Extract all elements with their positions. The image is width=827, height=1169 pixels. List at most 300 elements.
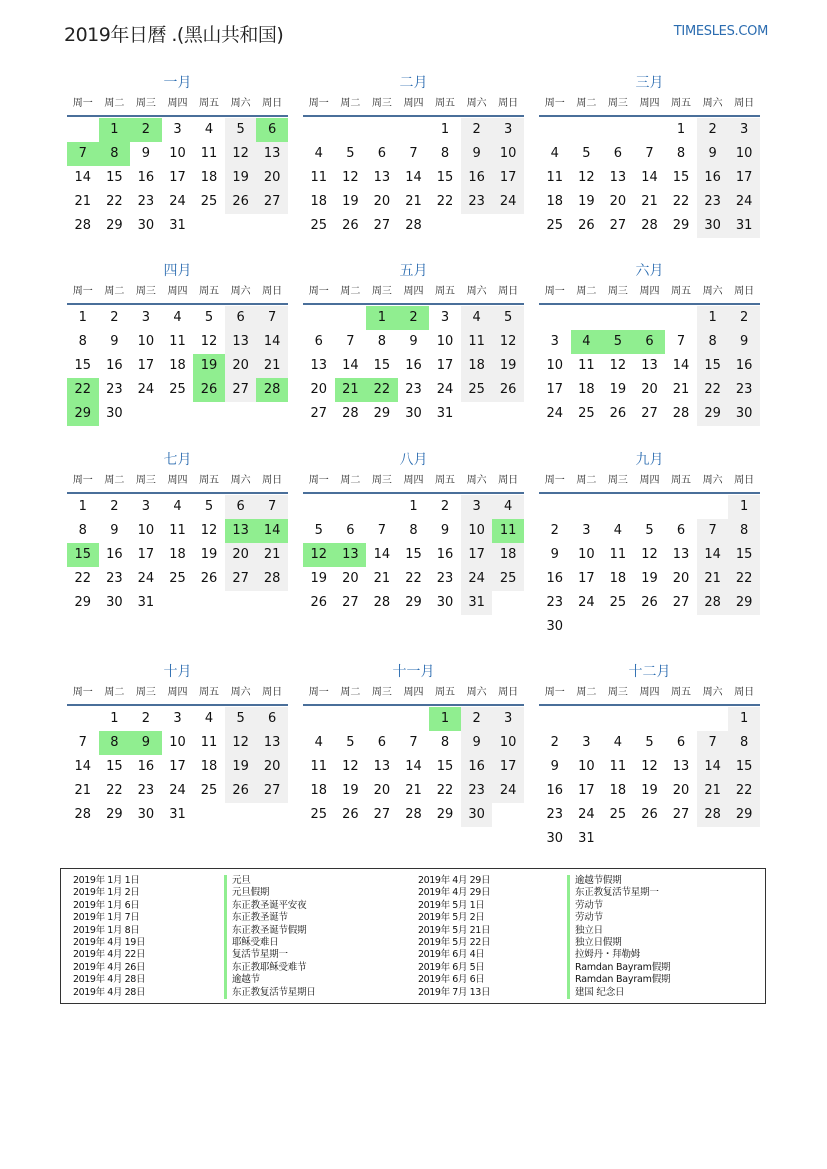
day-cell: 4: [204, 122, 214, 137]
day-cell: 1: [728, 495, 760, 519]
empty-cell: [634, 495, 666, 519]
day-cell: 7: [409, 146, 418, 161]
empty-cell: [398, 118, 430, 142]
day-cell: 6: [377, 735, 387, 750]
day-cell: 1: [697, 306, 729, 330]
empty-cell: [571, 495, 603, 519]
empty-cell: [366, 495, 398, 519]
day-cell: 29: [106, 807, 123, 822]
day-cell: 23: [461, 779, 493, 803]
day-cell: 14: [672, 358, 690, 373]
day-cell: 19: [200, 547, 218, 562]
day-cell: 11: [200, 146, 218, 161]
day-cell: 30: [106, 406, 123, 421]
day-cell: 27: [256, 190, 288, 214]
weekday-label: 周一: [544, 98, 565, 109]
day-cell: 23: [137, 783, 155, 798]
weekday-label: 周四: [167, 286, 188, 297]
day-cell: 17: [169, 170, 186, 185]
day-cell: 4: [204, 711, 214, 726]
weekday-label: 周五: [199, 687, 220, 698]
holiday-day-cell: 6: [256, 118, 288, 142]
day-cell: 22: [728, 567, 760, 591]
day-cell: 10: [436, 334, 454, 349]
weekday-label: 周一: [308, 98, 329, 109]
legend-holiday-name: 东正教圣诞平安夜: [224, 900, 316, 912]
day-cell: 14: [697, 543, 729, 567]
weekday-label: 周一: [544, 687, 565, 698]
days-grid: [67, 118, 288, 238]
day-cell: 9: [728, 330, 760, 354]
empty-cell: [67, 707, 99, 731]
day-cell: 1: [728, 707, 760, 731]
empty-cell: [697, 495, 729, 519]
weekday-label: 周二: [576, 687, 597, 698]
holiday-day-cell: 13: [225, 519, 257, 543]
day-cell: 22: [728, 779, 760, 803]
day-cell: 27: [672, 595, 690, 610]
empty-cell: [665, 495, 697, 519]
weekday-label: 周六: [702, 98, 723, 109]
day-cell: 23: [546, 595, 564, 610]
empty-cell: [303, 306, 335, 330]
weekday-label: 周日: [262, 98, 283, 109]
day-cell: 13: [641, 358, 658, 373]
day-cell: 7: [409, 735, 418, 750]
day-cell: 28: [74, 807, 92, 822]
day-cell: 23: [436, 571, 454, 586]
day-cell: 30: [546, 831, 564, 846]
weekday-label: 周二: [340, 687, 361, 698]
legend-dates-left: [73, 875, 145, 999]
weekday-header: [67, 682, 288, 706]
month-name: 八月: [399, 452, 428, 468]
day-cell: 10: [728, 142, 760, 166]
day-cell: 1: [78, 499, 87, 514]
legend-holiday-name: 东正教圣诞节假期: [224, 925, 316, 937]
day-cell: 15: [697, 354, 729, 378]
day-cell: 21: [373, 571, 391, 586]
day-cell: 29: [697, 402, 729, 426]
empty-cell: [335, 118, 367, 142]
weekday-label: 周二: [576, 98, 597, 109]
empty-cell: [366, 118, 398, 142]
day-cell: 9: [461, 142, 493, 166]
weekday-label: 周一: [308, 475, 329, 486]
day-cell: 9: [550, 547, 559, 562]
weekday-label: 周六: [466, 286, 487, 297]
day-cell: 23: [106, 382, 123, 397]
weekday-label: 周日: [262, 286, 283, 297]
day-cell: 3: [582, 523, 591, 538]
legend-holiday-name: Ramdan Bayram假期: [567, 974, 670, 986]
day-cell: 12: [609, 358, 627, 373]
day-cell: 17: [492, 166, 524, 190]
weekday-label: 周四: [167, 475, 188, 486]
weekday-label: 周日: [498, 98, 519, 109]
weekday-label: 周五: [435, 687, 456, 698]
weekday-label: 周五: [435, 475, 456, 486]
weekday-label: 周四: [403, 98, 424, 109]
brand-logo-text[interactable]: TIMESLES.COM: [673, 24, 768, 39]
day-cell: 19: [492, 354, 524, 378]
day-cell: 7: [697, 519, 729, 543]
day-cell: 14: [74, 170, 92, 185]
month-name: 六月: [635, 263, 664, 279]
day-cell: 24: [546, 406, 564, 421]
day-cell: 5: [314, 523, 323, 538]
day-cell: 16: [461, 166, 493, 190]
legend-date: 2019年 4月 26日: [73, 961, 146, 973]
day-cell: 6: [225, 306, 257, 330]
day-cell: 19: [310, 571, 328, 586]
holiday-day-cell: 1: [99, 118, 131, 142]
day-cell: 19: [342, 194, 359, 209]
holiday-day-cell: 11: [492, 519, 524, 543]
day-cell: 18: [546, 194, 564, 209]
day-cell: 8: [377, 334, 387, 349]
day-cell: 11: [169, 334, 186, 349]
day-cell: 8: [676, 146, 686, 161]
day-cell: 3: [492, 118, 524, 142]
day-cell: 6: [346, 523, 355, 538]
day-cell: 16: [137, 759, 155, 774]
day-cell: 23: [697, 190, 729, 214]
day-cell: 14: [697, 755, 729, 779]
day-cell: 30: [436, 595, 454, 610]
day-cell: 22: [106, 783, 123, 798]
empty-cell: [303, 707, 335, 731]
day-cell: 27: [225, 378, 257, 402]
month-name: 十月: [163, 664, 192, 680]
day-cell: 20: [609, 194, 627, 209]
day-cell: 18: [609, 571, 627, 586]
day-cell: 10: [578, 547, 595, 562]
day-cell: 11: [310, 759, 328, 774]
holiday-legend: [60, 868, 766, 1004]
day-cell: 30: [728, 402, 760, 426]
day-cell: 13: [609, 170, 627, 185]
weekday-label: 周一: [72, 687, 93, 698]
weekday-label: 周五: [435, 286, 456, 297]
day-cell: 29: [106, 218, 123, 233]
day-cell: 24: [137, 571, 155, 586]
holiday-day-cell: 13: [335, 543, 367, 567]
day-cell: 30: [546, 619, 564, 634]
day-cell: 19: [225, 166, 257, 190]
day-cell: 3: [440, 310, 450, 325]
day-cell: 8: [697, 330, 729, 354]
holiday-day-cell: 6: [634, 330, 666, 354]
day-cell: 3: [728, 118, 760, 142]
day-cell: 21: [74, 194, 92, 209]
day-cell: 29: [74, 595, 92, 610]
day-cell: 6: [256, 707, 288, 731]
holiday-day-cell: 2: [398, 306, 430, 330]
day-cell: 24: [436, 382, 454, 397]
day-cell: 9: [110, 523, 119, 538]
empty-cell: [602, 306, 634, 330]
day-cell: 18: [310, 194, 328, 209]
empty-cell: [602, 707, 634, 731]
day-cell: 2: [728, 306, 760, 330]
weekday-label: 周日: [262, 475, 283, 486]
weekday-label: 周五: [199, 475, 220, 486]
legend-holiday-name: 东正教复活节星期日: [224, 987, 316, 999]
weekday-label: 周六: [230, 286, 251, 297]
day-cell: 9: [697, 142, 729, 166]
weekday-header: [539, 281, 760, 305]
empty-cell: [665, 707, 697, 731]
legend-date: 2019年 4月 28日: [73, 974, 146, 986]
empty-cell: [697, 707, 729, 731]
month-calendar: [67, 73, 288, 238]
day-cell: 16: [546, 571, 564, 586]
legend-date: 2019年 1月 2日: [73, 887, 140, 899]
day-cell: 26: [492, 378, 524, 402]
day-cell: 20: [672, 571, 690, 586]
empty-cell: [303, 495, 335, 519]
day-cell: 6: [377, 146, 387, 161]
weekday-label: 周日: [498, 286, 519, 297]
day-cell: 31: [169, 807, 186, 822]
day-cell: 20: [310, 382, 328, 397]
day-cell: 5: [582, 146, 591, 161]
day-cell: 12: [641, 547, 658, 562]
day-cell: 11: [578, 358, 595, 373]
day-cell: 13: [256, 142, 288, 166]
day-cell: 5: [225, 707, 257, 731]
day-cell: 2: [110, 499, 119, 514]
day-cell: 29: [436, 807, 454, 822]
day-cell: 1: [409, 499, 418, 514]
weekday-header: [539, 93, 760, 117]
day-cell: 26: [641, 807, 658, 822]
days-grid: [67, 306, 288, 426]
day-cell: 4: [314, 735, 323, 750]
day-cell: 23: [461, 190, 493, 214]
legend-holiday-name: 独立日: [567, 925, 670, 937]
weekday-label: 周日: [498, 687, 519, 698]
month-name: 十二月: [628, 664, 671, 680]
day-cell: 2: [440, 499, 450, 514]
day-cell: 27: [373, 807, 391, 822]
legend-holiday-name: Ramdan Bayram假期: [567, 962, 670, 974]
days-grid: [539, 118, 760, 238]
day-cell: 21: [74, 783, 92, 798]
day-cell: 13: [672, 759, 690, 774]
weekday-header: [539, 682, 760, 706]
days-grid: [303, 118, 524, 238]
weekday-label: 周二: [340, 475, 361, 486]
day-cell: 26: [578, 218, 595, 233]
day-cell: 18: [609, 783, 627, 798]
weekday-label: 周一: [72, 286, 93, 297]
day-cell: 8: [409, 523, 418, 538]
day-cell: 19: [641, 571, 658, 586]
day-cell: 16: [728, 354, 760, 378]
day-cell: 26: [310, 595, 328, 610]
day-cell: 2: [461, 118, 493, 142]
day-cell: 12: [578, 170, 595, 185]
day-cell: 22: [405, 571, 422, 586]
weekday-label: 周一: [72, 475, 93, 486]
day-cell: 30: [137, 807, 155, 822]
weekday-label: 周六: [230, 98, 251, 109]
day-cell: 5: [645, 523, 654, 538]
month-calendar: [303, 73, 524, 238]
day-cell: 8: [728, 731, 760, 755]
days-grid: [303, 306, 524, 426]
weekday-label: 周二: [576, 286, 597, 297]
day-cell: 31: [436, 406, 454, 421]
holiday-day-cell: 26: [193, 378, 225, 402]
day-cell: 2: [550, 523, 559, 538]
day-cell: 3: [492, 707, 524, 731]
day-cell: 9: [550, 759, 559, 774]
day-cell: 5: [645, 735, 654, 750]
weekday-label: 周一: [72, 98, 93, 109]
legend-holiday-name: 劳动节: [567, 900, 670, 912]
weekday-label: 周一: [544, 475, 565, 486]
day-cell: 21: [405, 194, 422, 209]
day-cell: 5: [204, 499, 214, 514]
legend-holiday-name: 劳动节: [567, 912, 670, 924]
empty-cell: [335, 306, 367, 330]
days-grid: [303, 495, 524, 615]
day-cell: 4: [173, 499, 182, 514]
day-cell: 11: [546, 170, 564, 185]
legend-date: 2019年 4月 19日: [73, 936, 146, 948]
day-cell: 7: [676, 334, 686, 349]
day-cell: 7: [697, 731, 729, 755]
day-cell: 31: [578, 831, 595, 846]
days-grid: [539, 707, 760, 851]
day-cell: 3: [582, 735, 591, 750]
day-cell: 16: [697, 166, 729, 190]
legend-date: 2019年 4月 22日: [73, 949, 146, 961]
weekday-label: 周二: [340, 286, 361, 297]
day-cell: 30: [106, 595, 123, 610]
day-cell: 11: [200, 735, 218, 750]
day-cell: 6: [676, 735, 686, 750]
day-cell: 23: [137, 194, 155, 209]
day-cell: 17: [546, 382, 564, 397]
day-cell: 10: [546, 358, 564, 373]
weekday-label: 周日: [262, 687, 283, 698]
day-cell: 19: [641, 783, 658, 798]
month-calendar: [539, 73, 760, 238]
weekday-label: 周三: [607, 687, 628, 698]
day-cell: 13: [310, 358, 328, 373]
legend-date: 2019年 5月 2日: [418, 912, 485, 924]
weekday-label: 周二: [576, 475, 597, 486]
weekday-label: 周日: [734, 475, 755, 486]
day-cell: 27: [310, 406, 328, 421]
day-cell: 13: [373, 759, 391, 774]
day-cell: 20: [641, 382, 658, 397]
legend-holiday-name: 复活节星期一: [224, 949, 316, 961]
empty-cell: [539, 495, 571, 519]
day-cell: 18: [578, 382, 595, 397]
day-cell: 28: [697, 803, 729, 827]
day-cell: 27: [641, 406, 658, 421]
month-calendar: [303, 450, 524, 615]
day-cell: 24: [728, 190, 760, 214]
day-cell: 3: [141, 499, 151, 514]
weekday-label: 周日: [734, 98, 755, 109]
day-cell: 11: [461, 330, 493, 354]
legend-holiday-name: 东正教复活节星期一: [567, 887, 670, 899]
day-cell: 20: [373, 194, 391, 209]
weekday-label: 周五: [671, 687, 692, 698]
weekday-label: 周四: [403, 687, 424, 698]
weekday-label: 周三: [607, 286, 628, 297]
weekday-label: 周四: [639, 687, 660, 698]
day-cell: 14: [405, 170, 422, 185]
day-cell: 22: [672, 194, 690, 209]
weekday-label: 周四: [167, 687, 188, 698]
day-cell: 20: [373, 783, 391, 798]
month-name: 二月: [399, 75, 428, 91]
day-cell: 5: [492, 306, 524, 330]
day-cell: 5: [346, 146, 355, 161]
day-cell: 19: [225, 755, 257, 779]
month-calendar: [303, 261, 524, 426]
day-cell: 9: [409, 334, 418, 349]
day-cell: 3: [141, 310, 151, 325]
day-cell: 8: [78, 334, 87, 349]
day-cell: 27: [609, 218, 627, 233]
day-cell: 25: [200, 194, 218, 209]
holiday-day-cell: 2: [130, 118, 162, 142]
weekday-label: 周日: [734, 687, 755, 698]
holiday-day-cell: 1: [429, 707, 461, 731]
day-cell: 25: [200, 783, 218, 798]
empty-cell: [303, 118, 335, 142]
day-cell: 12: [342, 759, 359, 774]
day-cell: 4: [173, 310, 182, 325]
day-cell: 26: [641, 595, 658, 610]
month-name: 一月: [163, 75, 192, 91]
day-cell: 25: [609, 807, 627, 822]
weekday-label: 周日: [498, 475, 519, 486]
day-cell: 28: [697, 591, 729, 615]
day-cell: 11: [609, 547, 627, 562]
day-cell: 26: [225, 190, 257, 214]
day-cell: 25: [169, 571, 186, 586]
weekday-label: 周三: [135, 687, 156, 698]
day-cell: 9: [141, 146, 151, 161]
legend-date: 2019年 5月 1日: [418, 899, 485, 911]
day-cell: 7: [256, 495, 288, 519]
day-cell: 25: [310, 807, 328, 822]
day-cell: 17: [169, 759, 186, 774]
day-cell: 27: [225, 567, 257, 591]
day-cell: 3: [461, 495, 493, 519]
legend-names-right: [567, 875, 670, 999]
month-calendar: [539, 261, 760, 426]
day-cell: 21: [672, 382, 690, 397]
day-cell: 15: [106, 170, 123, 185]
empty-cell: [335, 707, 367, 731]
weekday-label: 周三: [371, 98, 392, 109]
holiday-day-cell: 29: [67, 402, 99, 426]
day-cell: 16: [546, 783, 564, 798]
day-cell: 17: [578, 571, 595, 586]
weekday-label: 周二: [104, 98, 125, 109]
day-cell: 28: [256, 567, 288, 591]
